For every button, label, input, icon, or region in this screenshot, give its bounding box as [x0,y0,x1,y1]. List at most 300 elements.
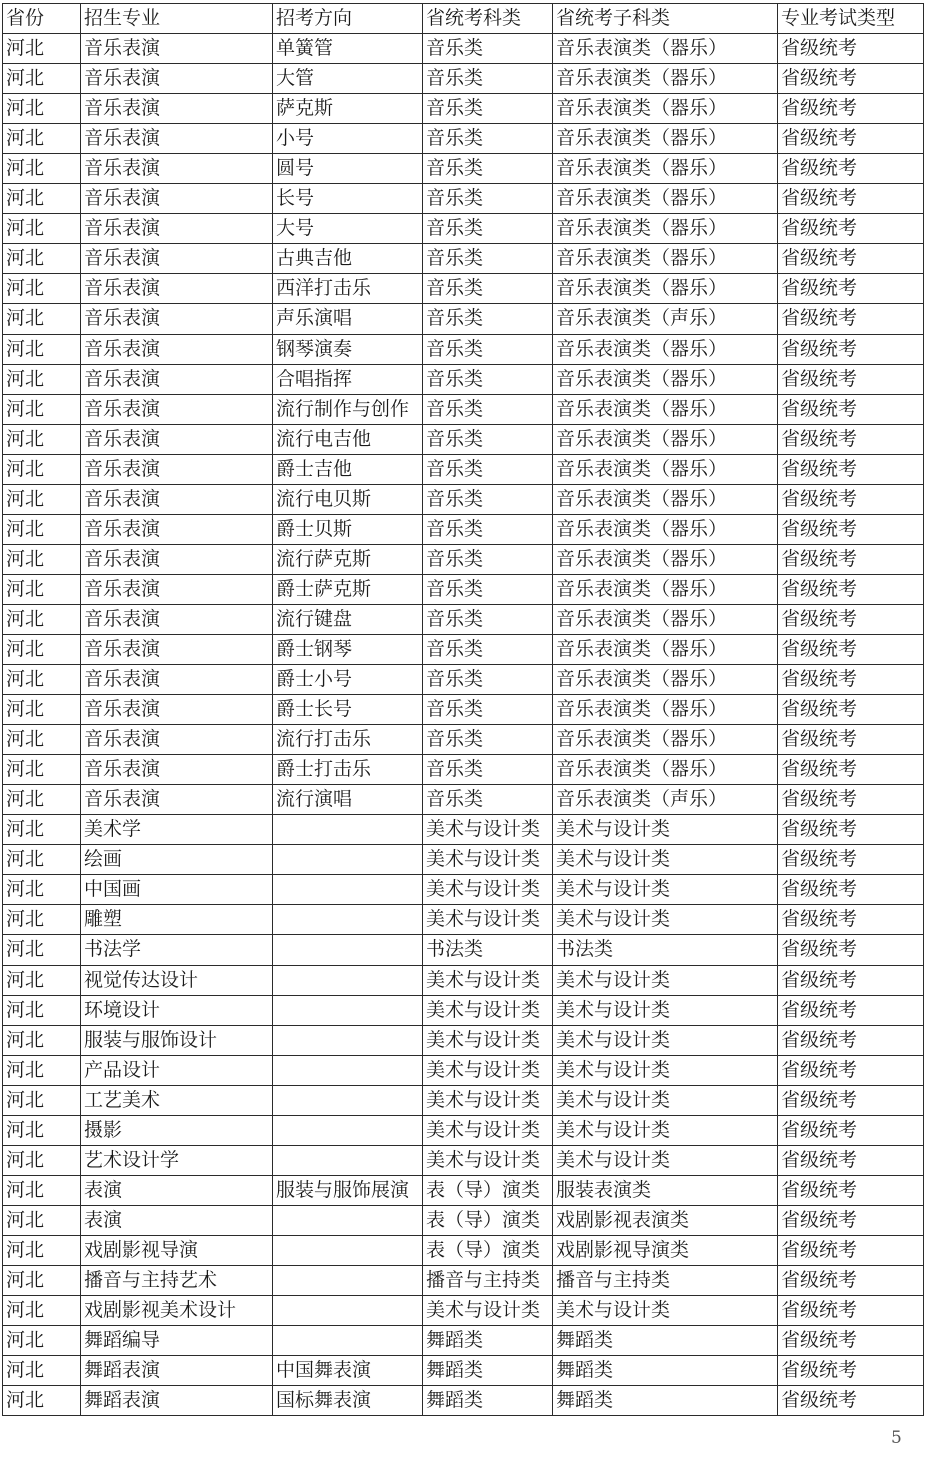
cell-exam-category: 音乐类 [423,484,553,514]
cell-exam-subcategory: 美术与设计类 [553,845,778,875]
cell-province: 河北 [3,905,81,935]
table-row [3,1265,924,1295]
cell-exam-subcategory: 舞蹈类 [553,1386,778,1416]
cell-province: 河北 [3,364,81,394]
cell-direction: 爵士吉他 [273,454,423,484]
cell-major: 音乐表演 [81,454,273,484]
cell-province: 河北 [3,815,81,845]
cell-exam-category: 音乐类 [423,184,553,214]
cell-province: 河北 [3,64,81,94]
table-row [3,1145,924,1175]
cell-exam-subcategory: 美术与设计类 [553,1085,778,1115]
cell-province: 河北 [3,274,81,304]
cell-major: 舞蹈表演 [81,1356,273,1386]
cell-direction: 流行电吉他 [273,424,423,454]
table-row [3,94,924,124]
cell-exam-category: 音乐类 [423,364,553,394]
cell-exam-type: 省级统考 [778,394,924,424]
table-row [3,244,924,274]
cell-major: 音乐表演 [81,574,273,604]
cell-exam-subcategory: 音乐表演类（器乐） [553,725,778,755]
cell-exam-subcategory: 音乐表演类（器乐） [553,634,778,664]
cell-exam-subcategory: 美术与设计类 [553,1025,778,1055]
table-row [3,1296,924,1326]
cell-exam-type: 省级统考 [778,424,924,454]
cell-exam-subcategory: 戏剧影视表演类 [553,1205,778,1235]
cell-major: 音乐表演 [81,755,273,785]
cell-exam-category: 表（导）演类 [423,1205,553,1235]
cell-direction [273,875,423,905]
cell-province: 河北 [3,995,81,1025]
cell-direction [273,815,423,845]
cell-province: 河北 [3,94,81,124]
cell-exam-type: 省级统考 [778,1175,924,1205]
table-row [3,364,924,394]
cell-exam-subcategory: 音乐表演类（器乐） [553,544,778,574]
cell-major: 音乐表演 [81,695,273,725]
cell-major: 音乐表演 [81,514,273,544]
cell-exam-category: 音乐类 [423,725,553,755]
cell-major: 音乐表演 [81,154,273,184]
table-row [3,845,924,875]
cell-direction: 流行键盘 [273,604,423,634]
cell-major: 音乐表演 [81,364,273,394]
cell-exam-category: 音乐类 [423,274,553,304]
cell-direction: 流行电贝斯 [273,484,423,514]
cell-exam-category: 美术与设计类 [423,1025,553,1055]
cell-exam-subcategory: 音乐表演类（器乐） [553,214,778,244]
cell-province: 河北 [3,725,81,755]
cell-major: 音乐表演 [81,34,273,64]
cell-exam-type: 省级统考 [778,604,924,634]
table-row [3,785,924,815]
cell-exam-subcategory: 音乐表演类（器乐） [553,184,778,214]
cell-province: 河北 [3,935,81,965]
header-exam-subcategory: 省统考子科类 [553,4,778,34]
cell-direction: 合唱指挥 [273,364,423,394]
table-row [3,604,924,634]
cell-province: 河北 [3,304,81,334]
cell-exam-category: 音乐类 [423,154,553,184]
table-row [3,334,924,364]
enrollment-table [2,3,924,1416]
table-row [3,665,924,695]
cell-major: 音乐表演 [81,634,273,664]
cell-exam-type: 省级统考 [778,334,924,364]
cell-major: 音乐表演 [81,785,273,815]
cell-direction [273,1115,423,1145]
table-body [3,34,924,1416]
cell-major: 雕塑 [81,905,273,935]
cell-exam-type: 省级统考 [778,154,924,184]
cell-exam-subcategory: 音乐表演类（器乐） [553,454,778,484]
cell-major: 音乐表演 [81,274,273,304]
cell-direction: 钢琴演奏 [273,334,423,364]
cell-major: 音乐表演 [81,304,273,334]
table-row [3,154,924,184]
cell-exam-category: 美术与设计类 [423,1115,553,1145]
cell-exam-type: 省级统考 [778,1326,924,1356]
cell-exam-category: 音乐类 [423,454,553,484]
table-row [3,424,924,454]
table-row [3,574,924,604]
cell-major: 工艺美术 [81,1085,273,1115]
cell-exam-subcategory: 音乐表演类（器乐） [553,34,778,64]
cell-exam-category: 美术与设计类 [423,995,553,1025]
cell-exam-subcategory: 美术与设计类 [553,995,778,1025]
cell-exam-category: 音乐类 [423,544,553,574]
cell-exam-type: 省级统考 [778,1386,924,1416]
cell-direction: 单簧管 [273,34,423,64]
table-row [3,184,924,214]
table-row [3,1085,924,1115]
cell-exam-type: 省级统考 [778,755,924,785]
cell-exam-category: 音乐类 [423,64,553,94]
cell-direction [273,1025,423,1055]
cell-direction [273,1296,423,1326]
cell-exam-subcategory: 美术与设计类 [553,1145,778,1175]
cell-exam-subcategory: 音乐表演类（器乐） [553,755,778,785]
cell-major: 音乐表演 [81,424,273,454]
cell-exam-category: 音乐类 [423,34,553,64]
cell-province: 河北 [3,484,81,514]
cell-province: 河北 [3,1175,81,1205]
cell-exam-subcategory: 音乐表演类（器乐） [553,574,778,604]
table-row [3,995,924,1025]
cell-exam-type: 省级统考 [778,1115,924,1145]
cell-exam-type: 省级统考 [778,815,924,845]
cell-exam-category: 美术与设计类 [423,1085,553,1115]
cell-exam-category: 美术与设计类 [423,845,553,875]
cell-exam-category: 舞蹈类 [423,1356,553,1386]
page-number: 5 [891,1428,902,1448]
table-row [3,1055,924,1085]
cell-exam-type: 省级统考 [778,1235,924,1265]
cell-direction [273,965,423,995]
table-row [3,64,924,94]
cell-province: 河北 [3,124,81,154]
cell-exam-type: 省级统考 [778,695,924,725]
cell-exam-type: 省级统考 [778,124,924,154]
cell-exam-category: 音乐类 [423,695,553,725]
table-row [3,274,924,304]
cell-major: 音乐表演 [81,604,273,634]
cell-direction: 国标舞表演 [273,1386,423,1416]
cell-province: 河北 [3,1356,81,1386]
cell-province: 河北 [3,1205,81,1235]
cell-exam-category: 表（导）演类 [423,1175,553,1205]
cell-major: 音乐表演 [81,64,273,94]
cell-exam-type: 省级统考 [778,94,924,124]
cell-major: 服装与服饰设计 [81,1025,273,1055]
cell-major: 环境设计 [81,995,273,1025]
cell-direction: 长号 [273,184,423,214]
cell-exam-subcategory: 美术与设计类 [553,1115,778,1145]
cell-exam-subcategory: 音乐表演类（器乐） [553,124,778,154]
cell-exam-subcategory: 美术与设计类 [553,1296,778,1326]
cell-direction [273,995,423,1025]
cell-direction: 服装与服饰展演 [273,1175,423,1205]
table-row [3,815,924,845]
cell-province: 河北 [3,785,81,815]
cell-province: 河北 [3,1326,81,1356]
table-row [3,214,924,244]
cell-exam-category: 音乐类 [423,394,553,424]
cell-exam-category: 书法类 [423,935,553,965]
cell-exam-subcategory: 音乐表演类（器乐） [553,64,778,94]
table-row [3,965,924,995]
cell-exam-type: 省级统考 [778,544,924,574]
cell-exam-category: 音乐类 [423,334,553,364]
cell-exam-subcategory: 播音与主持类 [553,1265,778,1295]
table-row [3,725,924,755]
cell-province: 河北 [3,634,81,664]
cell-major: 视觉传达设计 [81,965,273,995]
cell-exam-subcategory: 音乐表演类（器乐） [553,244,778,274]
cell-exam-category: 音乐类 [423,214,553,244]
cell-exam-category: 美术与设计类 [423,1055,553,1085]
cell-exam-subcategory: 美术与设计类 [553,905,778,935]
cell-direction: 圆号 [273,154,423,184]
cell-direction: 西洋打击乐 [273,274,423,304]
cell-direction: 中国舞表演 [273,1356,423,1386]
cell-exam-type: 省级统考 [778,1205,924,1235]
cell-major: 音乐表演 [81,334,273,364]
cell-exam-category: 音乐类 [423,604,553,634]
cell-province: 河北 [3,244,81,274]
cell-direction: 声乐演唱 [273,304,423,334]
cell-province: 河北 [3,214,81,244]
cell-major: 舞蹈编导 [81,1326,273,1356]
cell-exam-category: 播音与主持类 [423,1265,553,1295]
cell-exam-category: 表（导）演类 [423,1235,553,1265]
cell-exam-type: 省级统考 [778,184,924,214]
cell-province: 河北 [3,1085,81,1115]
table-row [3,755,924,785]
cell-exam-type: 省级统考 [778,1055,924,1085]
table-row [3,1386,924,1416]
cell-exam-type: 省级统考 [778,1085,924,1115]
header-exam-category: 省统考科类 [423,4,553,34]
cell-exam-category: 美术与设计类 [423,965,553,995]
cell-major: 表演 [81,1205,273,1235]
cell-major: 舞蹈表演 [81,1386,273,1416]
cell-major: 音乐表演 [81,665,273,695]
cell-major: 产品设计 [81,1055,273,1085]
cell-direction: 爵士长号 [273,695,423,725]
header-direction: 招考方向 [273,4,423,34]
cell-exam-subcategory: 音乐表演类（器乐） [553,154,778,184]
cell-major: 绘画 [81,845,273,875]
cell-direction [273,935,423,965]
table-row [3,935,924,965]
cell-major: 戏剧影视导演 [81,1235,273,1265]
cell-province: 河北 [3,875,81,905]
table-row [3,634,924,664]
cell-exam-type: 省级统考 [778,1356,924,1386]
cell-exam-type: 省级统考 [778,304,924,334]
cell-direction: 古典吉他 [273,244,423,274]
cell-major: 音乐表演 [81,394,273,424]
cell-exam-type: 省级统考 [778,454,924,484]
cell-direction: 爵士打击乐 [273,755,423,785]
cell-exam-category: 音乐类 [423,785,553,815]
cell-exam-type: 省级统考 [778,1145,924,1175]
cell-major: 音乐表演 [81,214,273,244]
table-row [3,695,924,725]
cell-exam-category: 音乐类 [423,94,553,124]
cell-exam-type: 省级统考 [778,244,924,274]
cell-exam-type: 省级统考 [778,364,924,394]
table-row [3,34,924,64]
cell-exam-subcategory: 舞蹈类 [553,1326,778,1356]
cell-exam-subcategory: 美术与设计类 [553,875,778,905]
cell-major: 表演 [81,1175,273,1205]
cell-direction [273,1145,423,1175]
cell-exam-subcategory: 舞蹈类 [553,1356,778,1386]
cell-exam-subcategory: 书法类 [553,935,778,965]
table-row [3,1235,924,1265]
cell-major: 音乐表演 [81,94,273,124]
cell-exam-category: 音乐类 [423,304,553,334]
cell-major: 美术学 [81,815,273,845]
cell-exam-type: 省级统考 [778,574,924,604]
cell-province: 河北 [3,665,81,695]
cell-major: 音乐表演 [81,124,273,154]
cell-major: 音乐表演 [81,725,273,755]
cell-exam-subcategory: 音乐表演类（声乐） [553,304,778,334]
cell-direction: 爵士钢琴 [273,634,423,664]
table-row [3,875,924,905]
table-row [3,1205,924,1235]
cell-direction [273,1205,423,1235]
cell-exam-subcategory: 服装表演类 [553,1175,778,1205]
cell-exam-category: 音乐类 [423,755,553,785]
cell-exam-category: 美术与设计类 [423,1296,553,1326]
cell-province: 河北 [3,965,81,995]
cell-exam-type: 省级统考 [778,1265,924,1295]
cell-province: 河北 [3,1235,81,1265]
cell-major: 戏剧影视美术设计 [81,1296,273,1326]
cell-exam-category: 美术与设计类 [423,1145,553,1175]
cell-exam-category: 舞蹈类 [423,1326,553,1356]
cell-direction [273,905,423,935]
cell-exam-category: 美术与设计类 [423,815,553,845]
table-row [3,454,924,484]
cell-direction [273,1235,423,1265]
cell-province: 河北 [3,604,81,634]
cell-direction [273,845,423,875]
cell-exam-type: 省级统考 [778,725,924,755]
cell-exam-type: 省级统考 [778,64,924,94]
cell-province: 河北 [3,1115,81,1145]
cell-province: 河北 [3,845,81,875]
cell-province: 河北 [3,1296,81,1326]
header-exam-type: 专业考试类型 [778,4,924,34]
header-row [3,4,924,34]
cell-exam-type: 省级统考 [778,1025,924,1055]
cell-exam-type: 省级统考 [778,995,924,1025]
cell-exam-subcategory: 美术与设计类 [553,815,778,845]
cell-exam-type: 省级统考 [778,214,924,244]
cell-direction: 流行制作与创作 [273,394,423,424]
table-row [3,394,924,424]
cell-exam-category: 音乐类 [423,514,553,544]
table-row [3,514,924,544]
cell-direction: 大号 [273,214,423,244]
cell-exam-type: 省级统考 [778,484,924,514]
cell-province: 河北 [3,394,81,424]
cell-direction [273,1326,423,1356]
cell-exam-subcategory: 音乐表演类（器乐） [553,484,778,514]
cell-exam-subcategory: 戏剧影视导演类 [553,1235,778,1265]
cell-exam-subcategory: 美术与设计类 [553,965,778,995]
cell-direction: 流行演唱 [273,785,423,815]
cell-exam-subcategory: 音乐表演类（器乐） [553,424,778,454]
cell-exam-type: 省级统考 [778,665,924,695]
table-row [3,1326,924,1356]
cell-exam-category: 美术与设计类 [423,875,553,905]
cell-exam-category: 音乐类 [423,424,553,454]
cell-exam-type: 省级统考 [778,1296,924,1326]
cell-exam-subcategory: 美术与设计类 [553,1055,778,1085]
cell-major: 音乐表演 [81,184,273,214]
cell-exam-category: 音乐类 [423,634,553,664]
cell-major: 中国画 [81,875,273,905]
cell-province: 河北 [3,1265,81,1295]
cell-province: 河北 [3,1025,81,1055]
cell-major: 音乐表演 [81,544,273,574]
cell-exam-subcategory: 音乐表演类（器乐） [553,94,778,124]
cell-province: 河北 [3,184,81,214]
cell-exam-subcategory: 音乐表演类（器乐） [553,695,778,725]
cell-direction [273,1085,423,1115]
cell-exam-category: 音乐类 [423,665,553,695]
cell-exam-type: 省级统考 [778,514,924,544]
cell-direction: 爵士萨克斯 [273,574,423,604]
cell-direction: 小号 [273,124,423,154]
table-row [3,544,924,574]
cell-exam-subcategory: 音乐表演类（器乐） [553,364,778,394]
table-row [3,1356,924,1386]
cell-exam-subcategory: 音乐表演类（器乐） [553,394,778,424]
cell-province: 河北 [3,424,81,454]
cell-province: 河北 [3,695,81,725]
table-row [3,124,924,154]
cell-province: 河北 [3,1386,81,1416]
cell-province: 河北 [3,454,81,484]
cell-exam-subcategory: 音乐表演类（器乐） [553,274,778,304]
cell-direction: 萨克斯 [273,94,423,124]
cell-major: 艺术设计学 [81,1145,273,1175]
table-row [3,1115,924,1145]
cell-direction: 爵士小号 [273,665,423,695]
cell-direction: 流行萨克斯 [273,544,423,574]
cell-exam-subcategory: 音乐表演类（器乐） [553,514,778,544]
cell-province: 河北 [3,1055,81,1085]
cell-province: 河北 [3,755,81,785]
cell-exam-type: 省级统考 [778,274,924,304]
cell-exam-subcategory: 音乐表演类（器乐） [553,334,778,364]
cell-major: 书法学 [81,935,273,965]
cell-province: 河北 [3,334,81,364]
cell-direction: 流行打击乐 [273,725,423,755]
cell-exam-category: 音乐类 [423,244,553,274]
cell-major: 播音与主持艺术 [81,1265,273,1295]
cell-exam-type: 省级统考 [778,845,924,875]
cell-direction [273,1055,423,1085]
cell-exam-type: 省级统考 [778,875,924,905]
